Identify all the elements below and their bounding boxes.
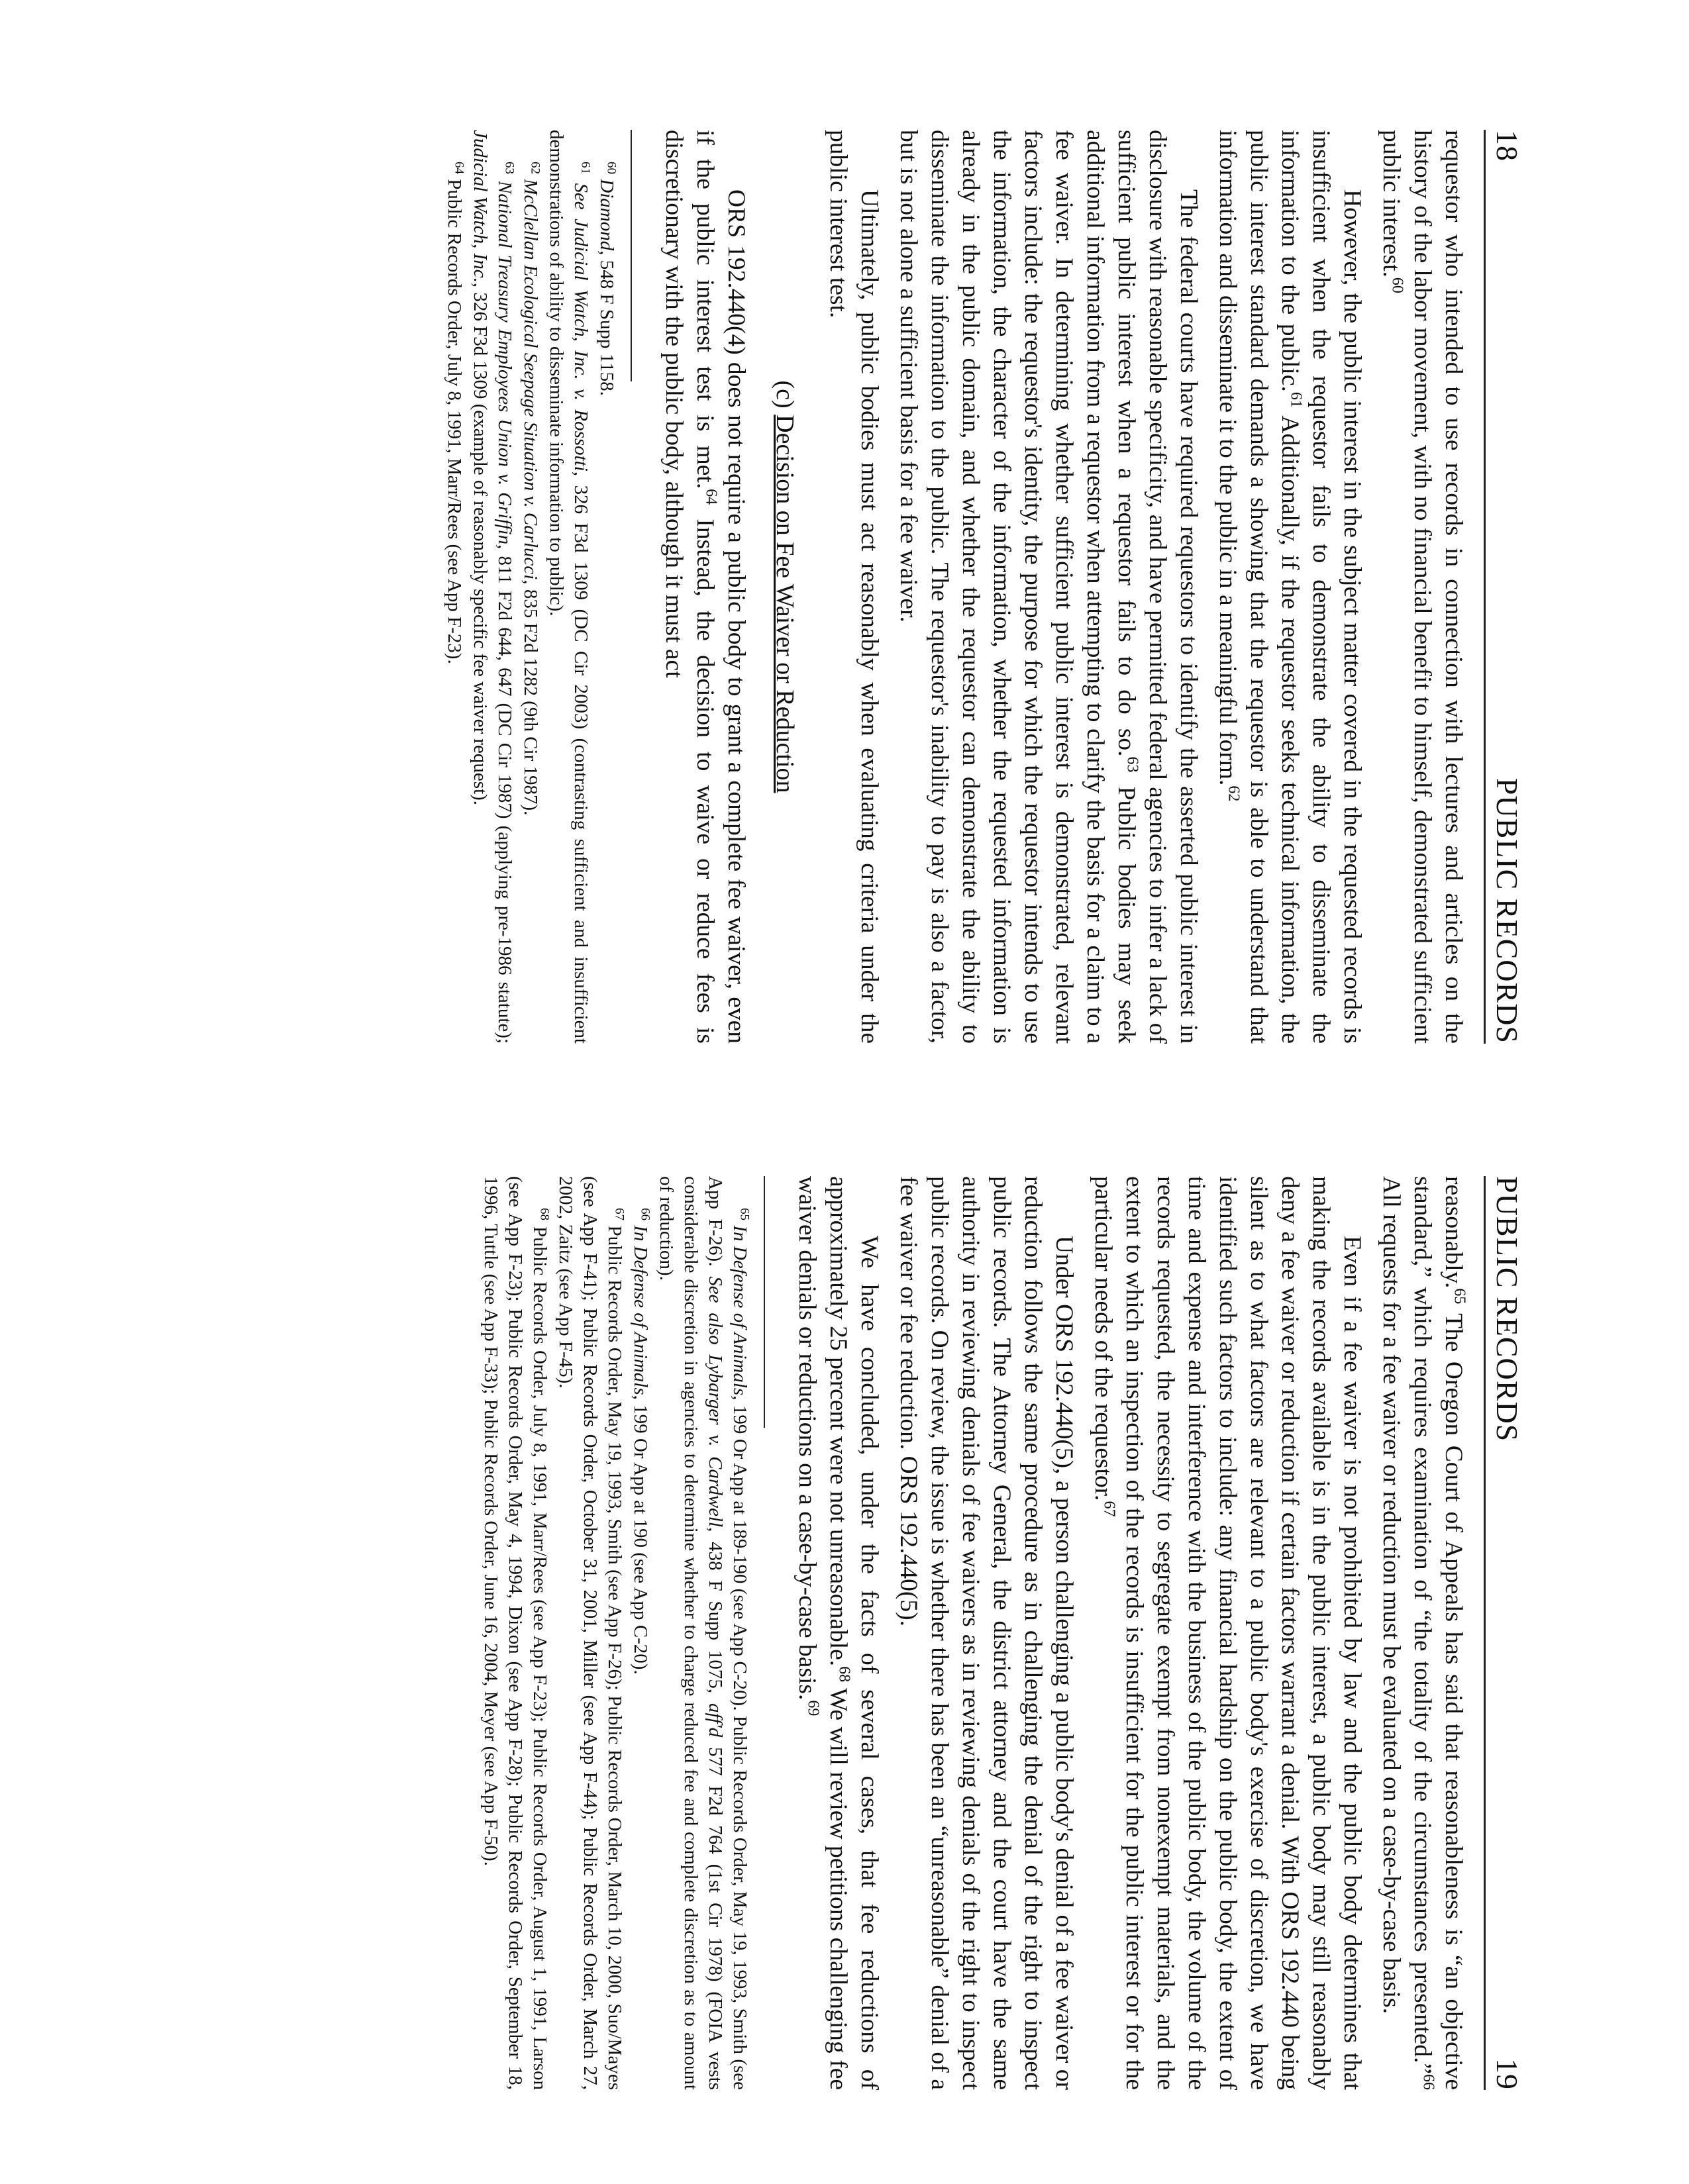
- paragraph: The federal courts have required requestors to identify the asserted public interest in disclosure with reasonable specificity, and have permitted federal agencies to infer a lack of sufficient public interest when a requestor fails to do so.$^{63}$ Public bodies may seek additional information from a requestor when attempting to clarify the basis for a claim to a fee waiver. In determining whether sufficient public interest is demonstrated, relevant factors include: the requestor's identity, the purpose for which the requestor intends to use the information, the character of the information, whether the requested information is already in the public domain, and whether the requestor can demonstrate the ability to disseminate the information to the public. The requestor's inability to pay is also a factor, but is not alone a sufficient basis for a fee waiver.: [895, 130, 1202, 1044]
- paragraph: ORS 192.440(4) does not require a public body to grant a complete fee waiver, even if the public interest test is met.$^{64}$ Instead, the decision to waive or reduce fees is discretionary with the public body, although it must act: [660, 130, 750, 1044]
- body-text-18: [658, 130, 1469, 1044]
- footnote: $^{68}$ Public Records Order, July 8, 1991, Marr/Rees (see App F-23); Public Records Order, August 1, 1991, Larson (see App F-23); Public Records Order, May 4, 1994, Dixon (see App F-28); Public Records Order, September 18, 1996, Tuttle (see App F-33); Public Records Order, June 16, 2004, Meyer (see App F-50).: [480, 1176, 552, 2091]
- footnote-ref: 60: [1388, 277, 1406, 293]
- footnote-divider: [631, 130, 632, 381]
- page-number: 18: [1490, 130, 1524, 162]
- footnote-divider: [764, 1176, 765, 1428]
- section-subheading: (c) Decision on Fee Waiver or Reduction: [771, 380, 799, 793]
- footnote: $^{64}$ Public Records Order, July 8, 1991, Marr/Rees (see App F-23).: [444, 162, 466, 664]
- paragraph: However, the public interest in the subject matter covered in the requested records is insufficient when the requestor fails to demonstrate the ability to disseminate the information to the public.$^{61}$ Additionally, if the requestor seeks technical information, the public interest standard demands a showing that the requestor is able to understand that information and disseminate it to the public in a meaningful form.$^{62}$: [1214, 130, 1366, 1044]
- paragraph: Under ORS 192.440(5), a person challenging a public body's denial of a fee waiver or reduction follows the same procedure as in challenging the denial of the right to inspect public records. The Attorney General, the district attorney and the court have the same authority in reviewing denials of fee waivers as in reviewing denials of the right to inspect public records. On review, the issue is whether there has been an “unreasonable” denial of a fee waiver or fee reduction. ORS 192.440(5).: [895, 1176, 1078, 2090]
- paragraph: We have concluded, under the facts of several cases, that fee reductions of approximately 25 percent were not unreasonable.$^{68}$ We will review petitions challenging fee waiver denials or reductions on a case-by-case basis.$^{69}$: [793, 1176, 883, 2090]
- footnote-ref: 67: [1100, 1501, 1118, 1517]
- running-head-19: [1484, 1176, 1535, 2090]
- paragraph: reasonably.$^{65}$ The Oregon Court of Appeals has said that reasonableness is “an objective standard,” which requires examination of “the totality of the circumstances presented.”$^{66}$ All requests for a fee waiver or reduction must be evaluated on a case-by-case basis.: [1378, 1176, 1468, 2090]
- paragraph: requestor who intended to use records in connection with lectures and articles on the history of the labor movement, with no financial benefit to himself, demonstrated sufficient public interest.$^{60}$: [1378, 130, 1467, 1044]
- footnote-ref: 66: [1419, 2074, 1437, 2090]
- footnote-ref: 62: [1225, 785, 1243, 802]
- running-title: PUBLIC RECORDS: [1490, 1176, 1524, 1442]
- footnote: $^{66}$ In Defense of Animals, 199 Or App at 190 (see App C-20).: [630, 1208, 652, 1675]
- footnote-ref: 61: [1287, 391, 1305, 408]
- running-head-18: [1484, 130, 1535, 1044]
- footnotes-19: [478, 1176, 752, 2090]
- footnote: $^{63}$ National Treasury Employees Union v. Griffin, 811 F2d 644, 647 (DC Cir 1987) (applying pre-1986 statute); Judicial Watch, Inc., 326 F3d 1309 (example of reasonably specific fee waiver request).: [470, 130, 517, 1044]
- footnote: $^{65}$ In Defense of Animals, 199 Or App at 189-190 (see App C-20). Public Records Order, May 19, 1993, Smith (see App F-26). See also Lybarger v. Cardwell, 438 F Supp 1075, aff'd 577 F2d 764 (1st Cir 1978) (FOIA vests considerable discretion in agencies to determine whether to charge reduced fee and complete discretion as to amount of reduction).: [656, 1176, 752, 2091]
- page-19: [111, 1176, 1535, 2090]
- footnote-ref: 68: [835, 1666, 853, 1683]
- paragraph: Ultimately, public bodies must act reasonably when evaluating criteria under the public interest test.: [825, 130, 883, 1044]
- footnote-ref: 69: [804, 1700, 822, 1716]
- running-title: PUBLIC RECORDS: [1490, 777, 1524, 1044]
- footnote-ref: 63: [1123, 756, 1141, 773]
- footnote: $^{62}$ McClellan Ecological Seepage Situation v. Carlucci, 835 F2d 1282 (9th Cir 1987).: [520, 162, 542, 816]
- footnotes-18: [442, 130, 619, 1044]
- footnote: $^{67}$ Public Records Order, May 19, 1993, Smith (see App F-26); Public Records Order, March 10, 2000, Suo/Mayes (see App F-41); Public Records Order, October 31, 2001, Miller (see App F-44); Public Records Order, March 27, 2002, Zaitz (see App F-45).: [555, 1176, 627, 2090]
- footnote: $^{60}$ Diamond, 548 F Supp 1158.: [596, 162, 619, 396]
- page-number: 19: [1490, 2058, 1524, 2090]
- footnote: $^{61}$ See Judicial Watch, Inc. v. Rossotti, 326 F3d 1309 (DC Cir 2003) (contrasting sufficient and insufficient demonstrations of ability to disseminate information to public).: [546, 130, 593, 1044]
- body-text-19: [792, 1176, 1469, 2090]
- page-18: [111, 130, 1535, 1044]
- footnote-ref: 65: [1451, 1288, 1468, 1305]
- rotated-booklet-spread: [111, 130, 1535, 2120]
- footnote-ref: 64: [702, 489, 720, 505]
- paragraph: Even if a fee waiver is not prohibited by law and the public body determines that making the records available is in the public interest, a public body may still reasonably deny a fee waiver or reduction if certain factors warrant a denial. With ORS 192.440 being silent as to what factors are relevant to a public body's exercise of discretion, we have identified such factors to include: any financial hardship on the public body, the extent of time and expense and interference with the business of the public body, the volume of the records requested, the necessity to segregate exempt from nonexempt materials, and the extent to which an inspection of the records is insufficient for the public interest or for the particular needs of the requestor.$^{67}$: [1090, 1176, 1366, 2090]
